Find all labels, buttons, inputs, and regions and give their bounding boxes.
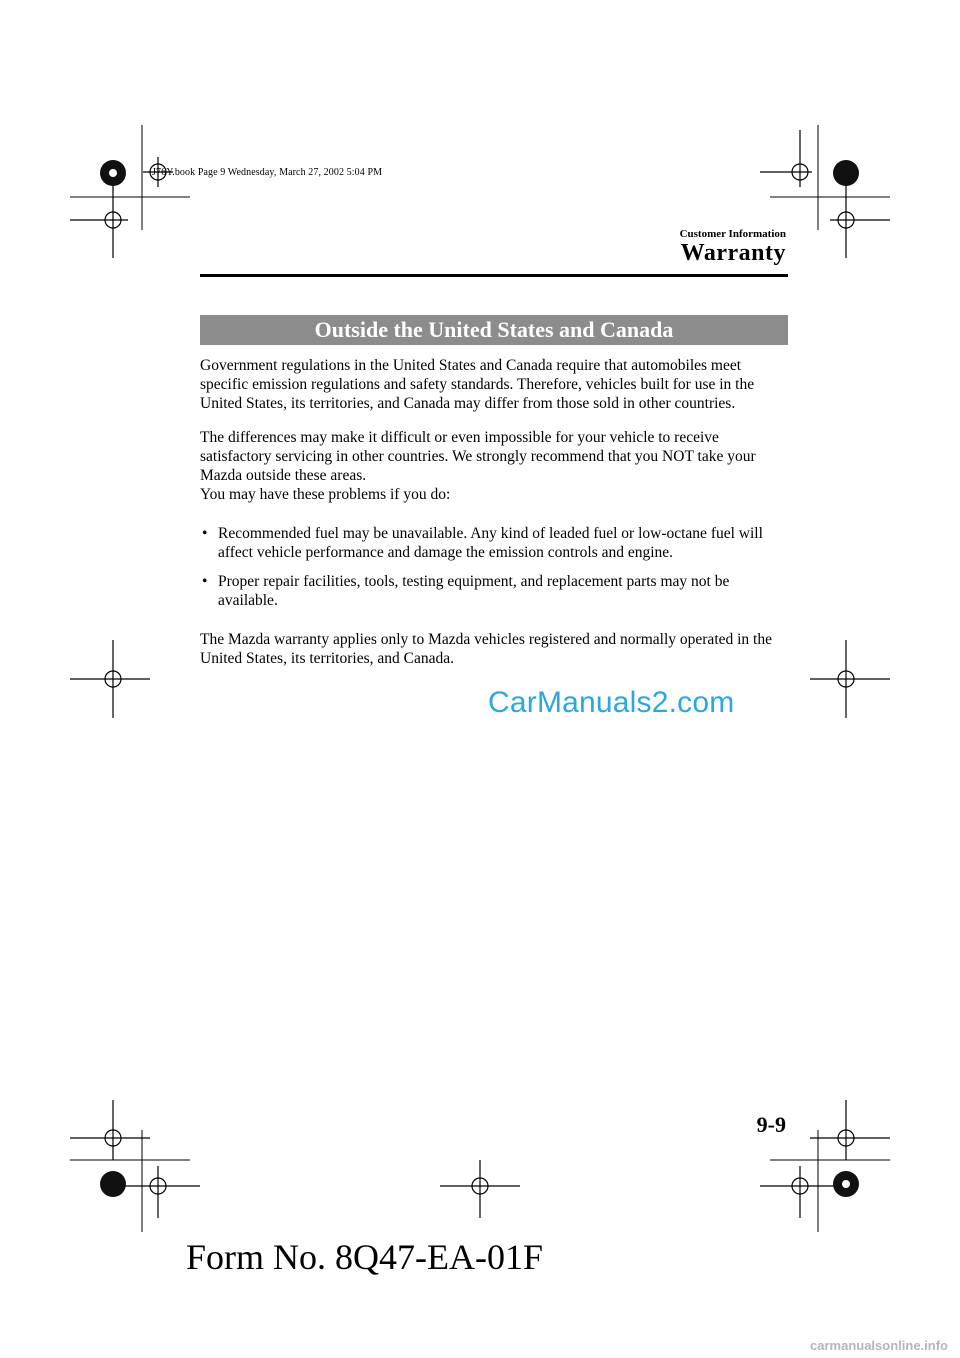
section-banner: Outside the United States and Canada [200,315,788,345]
bullet-icon: • [202,525,208,542]
paragraph-regulations: Government regulations in the United States and Canada require that automobiles meet specific emission regulations and safety standards. Therefore, vehicles built for use in the United States, its territories, and Canada may differ from those sold in other countries. [200,357,755,412]
list-item-text: Recommended fuel may be unavailable. Any kind of leaded fuel or low-octane fuel will affect vehicle performance and damage the emission controls and engine. [218,525,763,561]
crosshair-icon [70,180,128,258]
list-item [200,524,790,562]
starburst-icon [100,160,126,186]
crosshair-targets [70,130,890,1218]
problem-list [200,524,790,620]
crosshair-icon [70,1100,150,1160]
book-file-line: J76Y.book Page 9 Wednesday, March 27, 2002 5:04 PM [152,167,383,178]
section-label: Customer Information [679,228,786,240]
starburst-icon [833,1171,859,1197]
paragraph-differences-text: The differences may make it difficult or even impossible for your vehicle to receive satisfactory servicing in other countries. We strongly recommend that you NOT take your Mazda outside these areas. [200,429,756,484]
crosshair-icon [120,1166,200,1218]
header-rule [200,274,788,277]
paragraph-problems-intro: You may have these problems if you do: [200,486,451,503]
bullet-icon: • [202,573,208,590]
crosshair-icon [760,1166,840,1218]
footer-site-watermark: carmanualsonline.info [810,1338,948,1353]
form-number: Form No. 8Q47-EA-01F [186,1237,543,1277]
watermark-logo: CarManuals2.com [488,686,735,719]
crop-lines [70,125,890,1232]
crosshair-icon [830,180,890,258]
crosshair-icon [810,640,890,718]
crosshair-icon [760,130,812,187]
solid-dot-icon [100,1171,126,1197]
solid-dot-icon [833,160,859,186]
page-number: 9-9 [756,1112,786,1137]
crosshair-icon [70,640,150,718]
list-item [200,572,790,610]
paragraph-differences [200,428,790,504]
crosshair-icon [440,1160,520,1218]
chapter-title: Warranty [680,240,786,266]
list-item-text: Proper repair facilities, tools, testing equipment, and replacement parts may not be available. [218,573,730,609]
paragraph-warranty-scope: The Mazda warranty applies only to Mazda vehicles registered and normally operated in the United States, its territories, and Canada. [200,631,772,667]
crosshair-icon [810,1100,890,1160]
